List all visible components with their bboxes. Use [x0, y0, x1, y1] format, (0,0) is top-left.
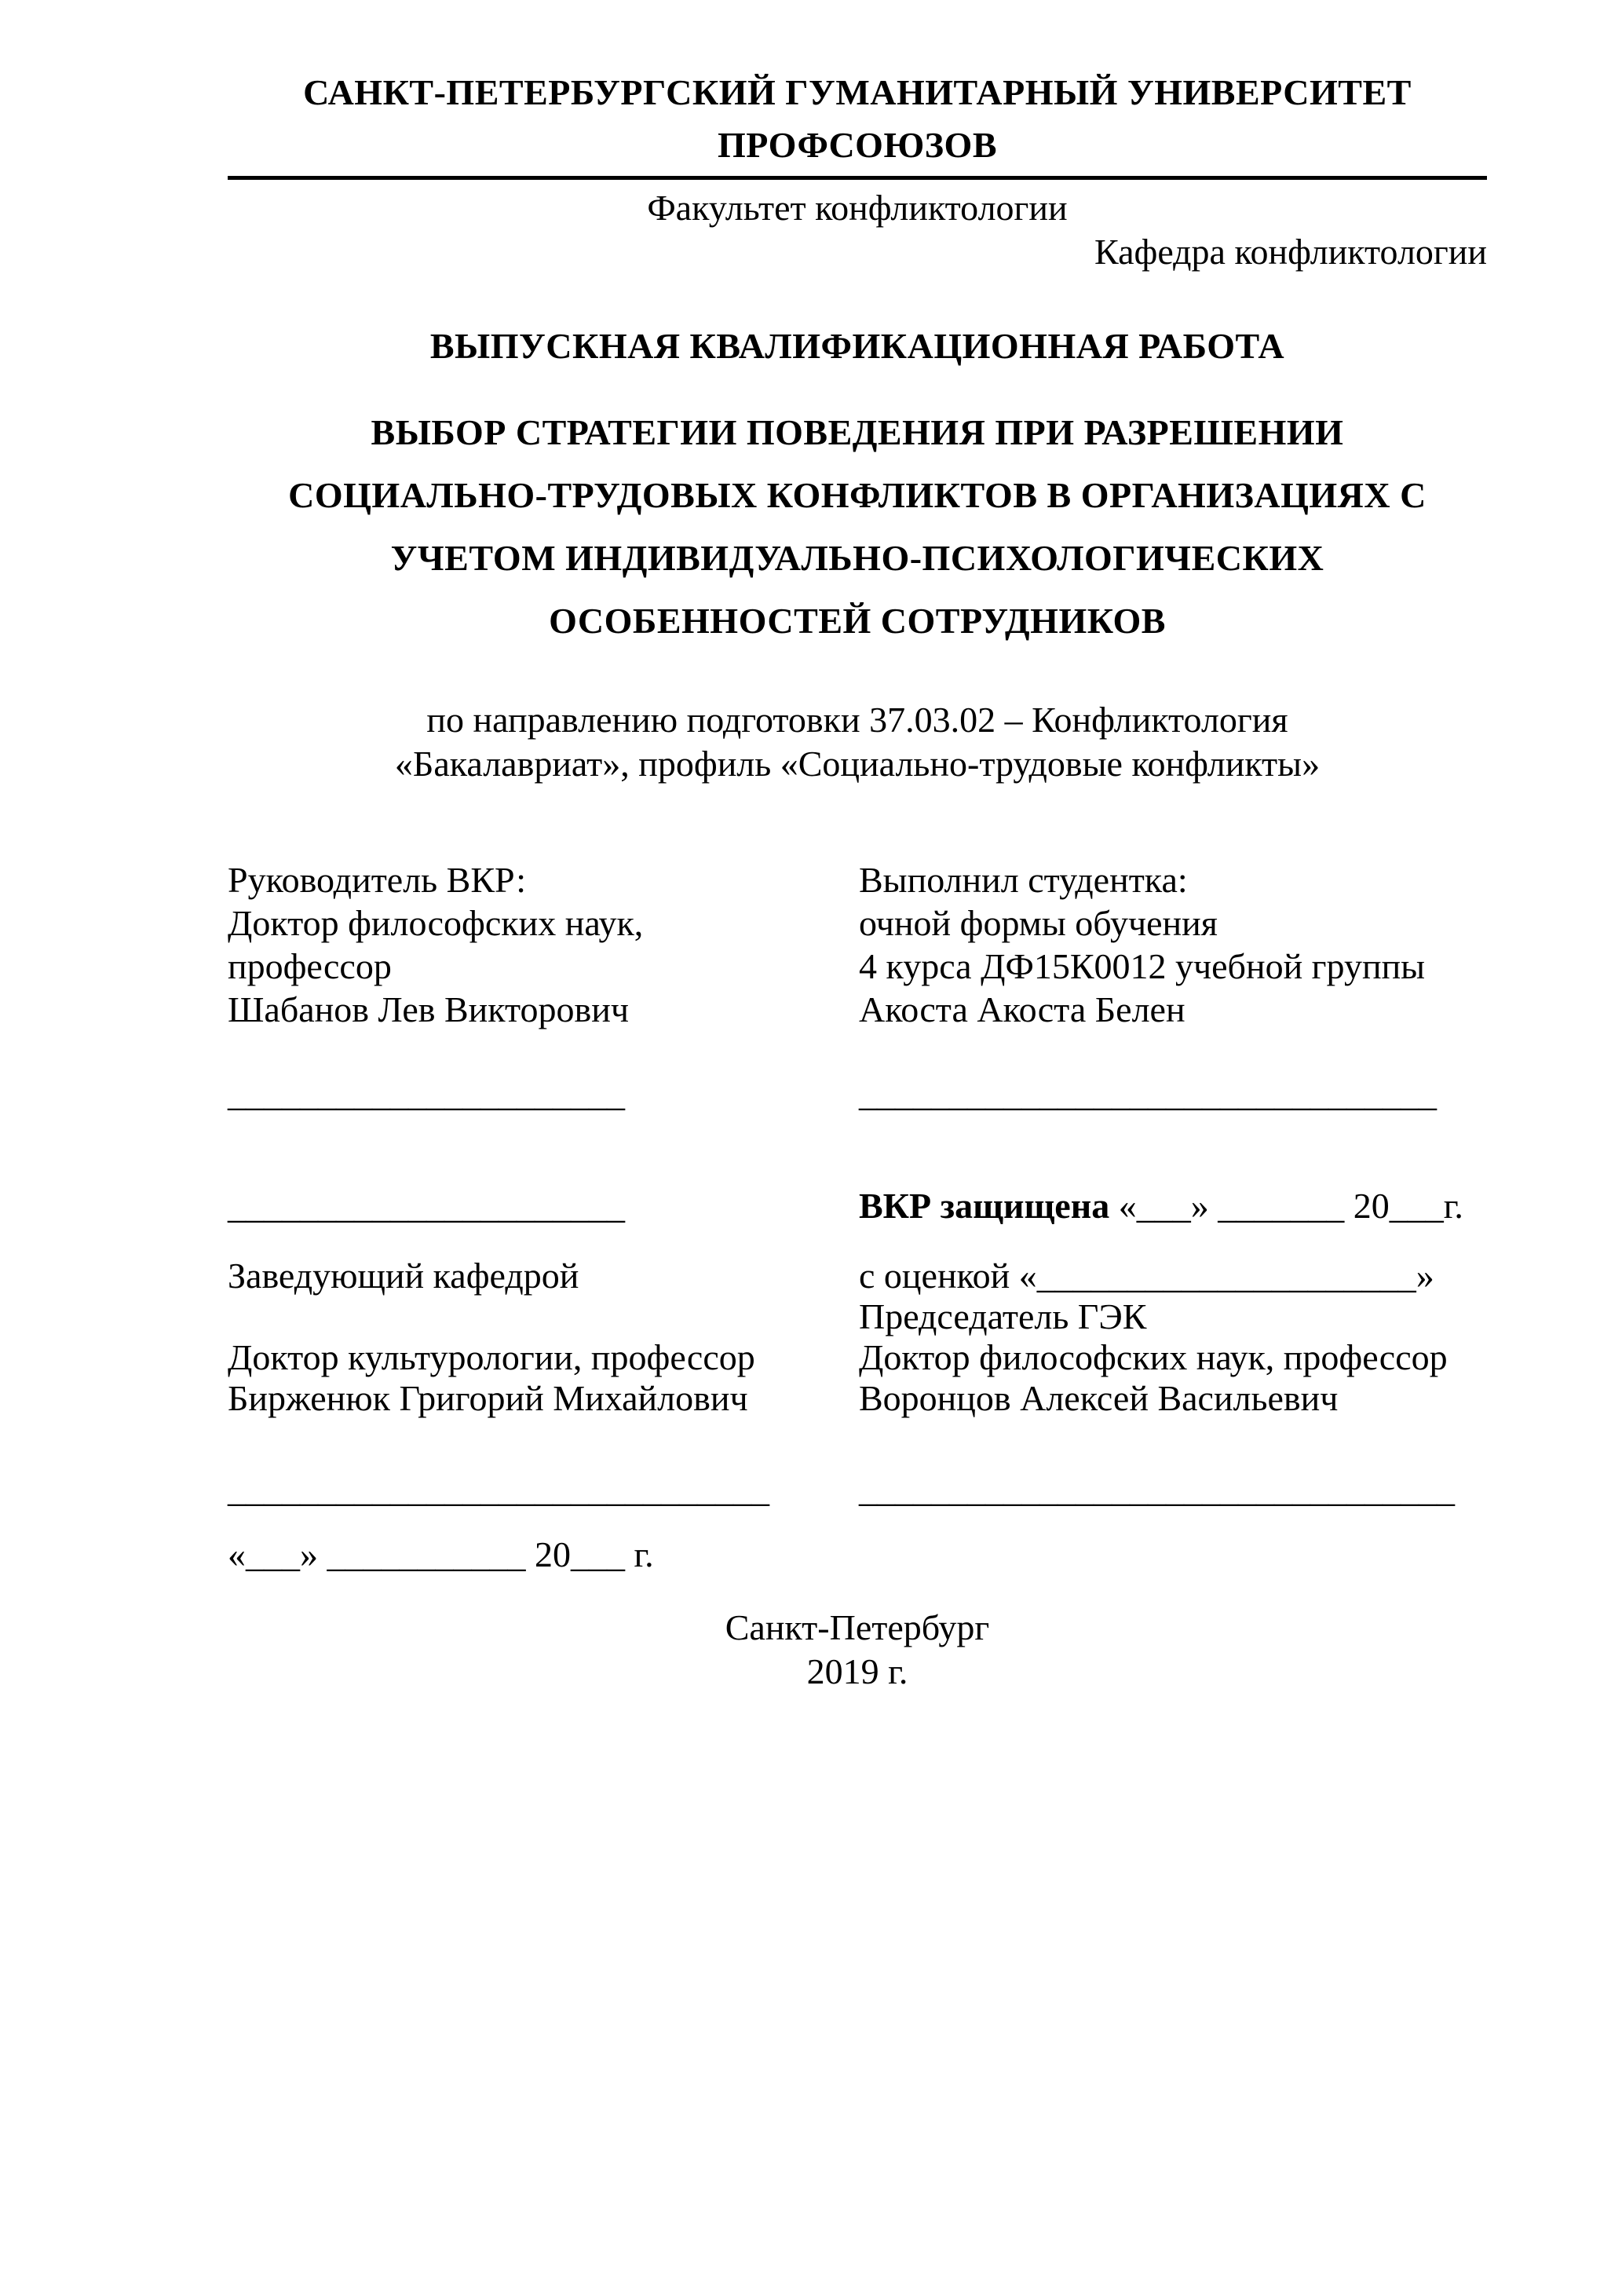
faculty-name: Факультет конфликтологии — [647, 188, 1068, 229]
defense-statement — [859, 1184, 1487, 1227]
defense-row — [228, 1184, 1487, 1227]
work-title — [228, 401, 1487, 653]
header-divider — [228, 176, 1487, 180]
work-title-line3: УЧЕТОМ ИНДИВИДУАЛЬНО-ПСИХОЛОГИЧЕСКИХ — [390, 538, 1324, 579]
gec-chair-name: Воронцов Алексей Васильевич — [859, 1378, 1339, 1419]
student-group: 4 курса ДФ15К0012 учебной группы — [859, 946, 1426, 987]
student-block — [859, 858, 1487, 1031]
footer — [228, 1606, 1487, 1694]
grade-blank: с оценкой «_____________________» — [859, 1256, 1434, 1296]
supervisor-degree-line1: Доктор философских наук, — [228, 903, 644, 944]
defense-date-blank: «___» _______ 20___г. — [1118, 1186, 1463, 1227]
university-name-line2: ПРОФСОЮЗОВ — [718, 124, 997, 165]
gec-chair-block — [859, 1256, 1487, 1419]
student-name: Акоста Акоста Белен — [859, 989, 1185, 1030]
department-head-spacer — [228, 1296, 844, 1337]
student-signature-line: ________________________________ — [859, 1073, 1437, 1114]
supervisor-label: Руководитель ВКР: — [228, 860, 527, 901]
work-type-heading: ВЫПУСКНАЯ КВАЛИФИКАЦИОННАЯ РАБОТА — [429, 326, 1285, 367]
head-signature-line: ______________________ — [228, 1186, 625, 1227]
people-block — [228, 858, 1487, 1031]
defense-label: ВКР защищена — [859, 1186, 1110, 1227]
head-chair-block — [228, 1256, 1487, 1419]
head-date-blank: «___» ___________ 20___ г. — [228, 1534, 654, 1575]
work-title-line4: ОСОБЕННОСТЕЙ СОТРУДНИКОВ — [549, 601, 1166, 642]
student-study-form: очной формы обучения — [859, 903, 1218, 944]
signature-row-1 — [228, 1072, 1487, 1115]
gec-chair-degree: Доктор философских наук, профессор — [859, 1337, 1448, 1378]
chair-final-signature-line: _________________________________ — [859, 1469, 1455, 1510]
student-label: Выполнил студентка: — [859, 860, 1188, 901]
department-head-degree: Доктор культурологии, профессор — [228, 1337, 755, 1378]
program-info — [228, 698, 1487, 786]
head-final-signature-line: ______________________________ — [228, 1469, 769, 1510]
program-profile: «Бакалавриат», профиль «Социально-трудовые конфликты» — [394, 744, 1321, 784]
department-head-label: Заведующий кафедрой — [228, 1256, 579, 1296]
work-title-line2: СОЦИАЛЬНО-ТРУДОВЫХ КОНФЛИКТОВ В ОРГАНИЗАЦИЯХ С — [288, 475, 1427, 516]
department-head-name: Бирженюк Григорий Михайлович — [228, 1378, 748, 1419]
footer-year: 2019 г. — [806, 1651, 908, 1692]
department-head-block — [228, 1256, 844, 1419]
supervisor-name: Шабанов Лев Викторович — [228, 989, 630, 1030]
supervisor-block — [228, 858, 844, 1031]
department-name: Кафедра конфликтологии — [1094, 232, 1487, 272]
supervisor-signature-line: ______________________ — [228, 1073, 625, 1114]
work-title-line1: ВЫБОР СТРАТЕГИИ ПОВЕДЕНИЯ ПРИ РАЗРЕШЕНИИ — [371, 412, 1344, 453]
program-direction: по направлению подготовки 37.03.02 – Конфликтология — [426, 700, 1288, 740]
gec-chair-label: Председатель ГЭК — [859, 1296, 1147, 1337]
footer-city: Санкт-Петербург — [725, 1607, 990, 1648]
university-name — [228, 67, 1487, 171]
university-name-line1: САНКТ-ПЕТЕРБУРГСКИЙ ГУМАНИТАРНЫЙ УНИВЕРСИТЕТ — [303, 72, 1412, 112]
signature-row-2 — [228, 1468, 1487, 1511]
supervisor-degree-line2: профессор — [228, 946, 392, 987]
